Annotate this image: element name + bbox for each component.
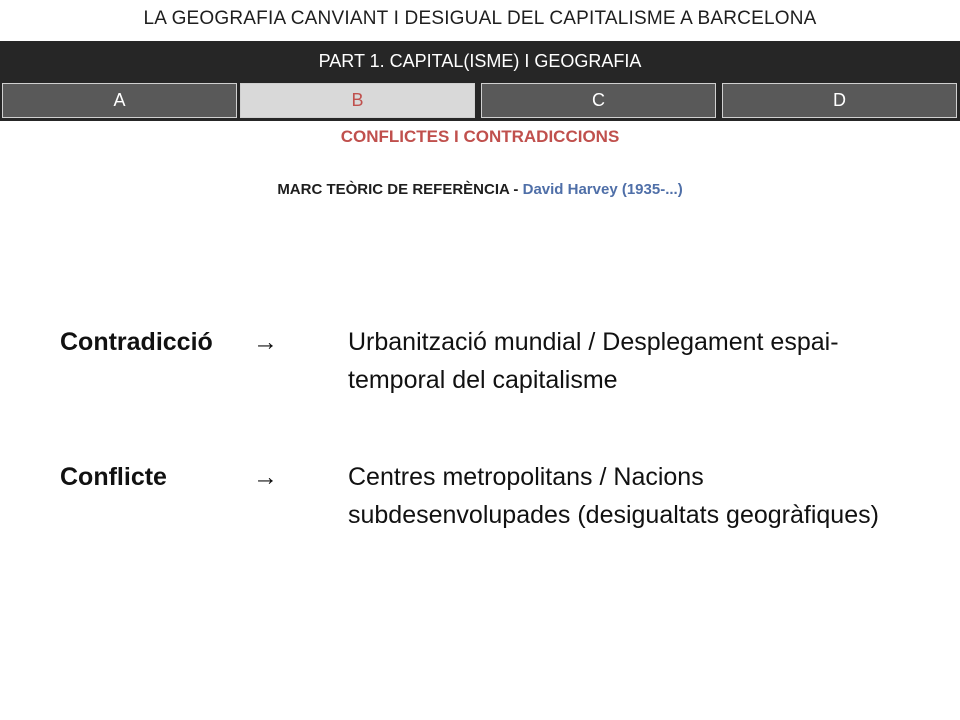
tab-d[interactable]: D [722,83,957,118]
tab-a[interactable]: A [2,83,237,118]
reference-author: David Harvey (1935-...) [522,181,683,198]
presentation-title: LA GEOGRAFIA CANVIANT I DESIGUAL DEL CAPITALISME A BARCELONA [143,8,817,29]
section-tabs [0,81,960,121]
concept-term: Contradicció [60,328,213,356]
part-header-bar: PART 1. CAPITAL(ISME) I GEOGRAFIA [0,41,960,81]
concept-term: Conflicte [60,463,167,491]
theoretical-reference [0,181,960,198]
tab-c[interactable]: C [481,83,716,118]
section-title: CONFLICTES I CONTRADICCIONS [340,127,620,146]
tab-b[interactable]: B [240,83,475,118]
right-arrow-icon: → [253,328,278,356]
concept-description: Centres metropolitans / Nacions subdesenvolupades (desigualtats geogràfiques) [348,463,879,529]
reference-separator: - [509,181,523,198]
reference-label: MARC TEÒRIC DE REFERÈNCIA [277,181,510,198]
right-arrow-icon: → [253,463,278,491]
concept-description: Urbanització mundial / Desplegament espai-temporal del capitalisme [348,328,839,394]
